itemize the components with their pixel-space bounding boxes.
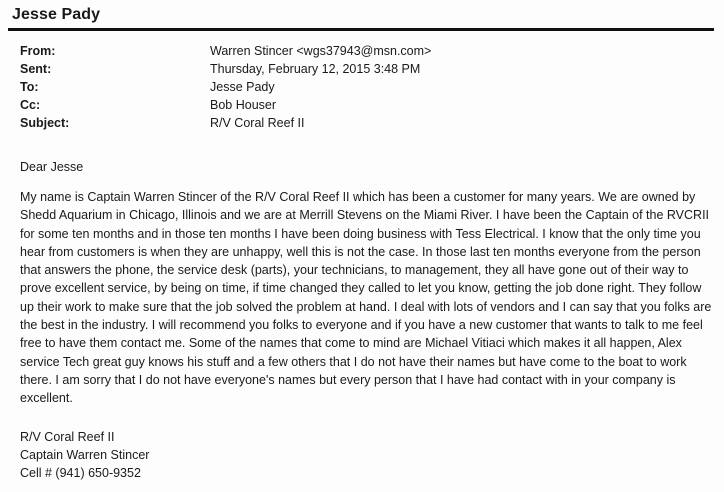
signature-vessel: R/V Coral Reef II [20,430,115,444]
from-row [20,42,431,60]
cc-row [20,96,431,114]
signature-block [20,428,149,482]
to-label: To: [20,80,39,94]
email-headers [20,42,431,132]
to-row [20,78,431,96]
signature-name: Captain Warren Stincer [20,448,150,462]
from-label: From: [20,44,56,58]
subject-row [20,114,431,132]
signature-phone: Cell # (941) 650-9352 [20,466,141,480]
sent-row [20,60,431,78]
sent-value: Thursday, February 12, 2015 3:48 PM [210,62,421,76]
subject-label: Subject: [20,116,70,130]
from-value: Warren Stincer <wgs37943@msn.com> [210,44,432,58]
greeting: Dear Jesse [20,160,84,174]
header-divider [8,28,714,31]
to-value: Jesse Pady [210,80,275,94]
sent-label: Sent: [20,62,52,76]
body-paragraph: My name is Captain Warren Stincer of the R/V Coral Reef II which has been a customer for many years. We are owned by Shedd Aquarium in Chicago, Illinois and we are at Merrill Stevens on the Miami River. I have been the Captain of the RVCRII for some ten months and in those ten months I have been doing business with Tess Electrical. I know that the only time you hear from customers is when they are unhappy, well this is not the case. In those last ten months everyone from the person that answers the phone, the service desk (parts), your technicians, to management, they all have gone out of their way to prove excellent service, by being on time, if time changed they called to let you know, getting the job done right. They follow up their work to make sure that the job solved the problem at hand. I deal with lots of vendors and I can say that you folks are the best in the industry. I will recommend you folks to everyone and if you have a new customer that wants to talk to me feel free to have them contact me. Some of the names that come to mind are Michael Vitiaci which makes it all happen, Alex service Tech great guy knows his stuff and a few others that I do not have their names but have come to the boat to work there. I am sorry that I do not have everyone's names but every person that I have had contact with in your company is excellent. [20,190,712,406]
email-body [20,158,714,408]
subject-value: R/V Coral Reef II [210,116,305,130]
cc-value: Bob Houser [210,98,277,112]
mailbox-owner-name: Jesse Pady [12,6,101,23]
cc-label: Cc: [20,98,41,112]
